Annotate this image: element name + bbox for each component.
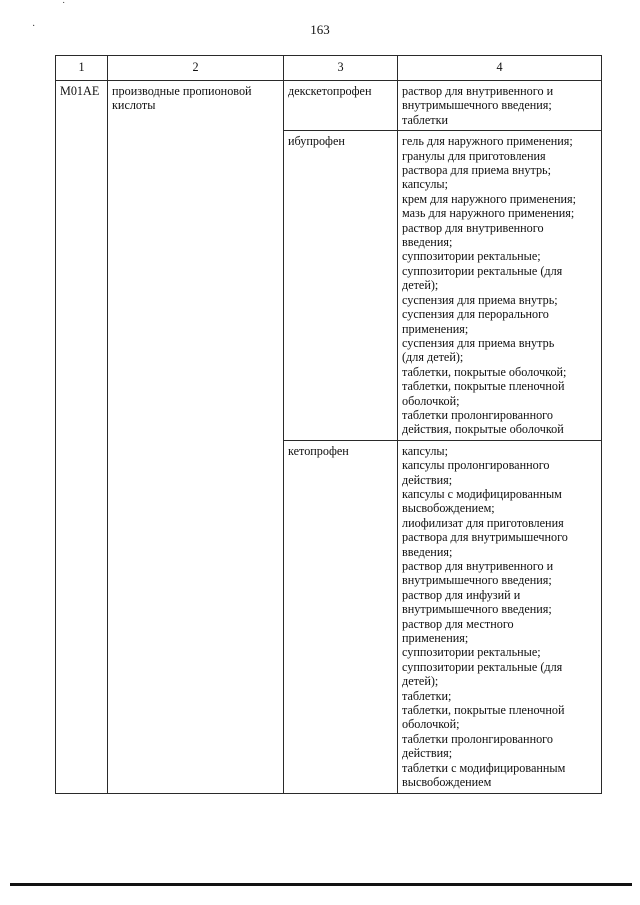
dosage-form-line: суппозитории ректальные (для [402, 263, 563, 278]
dosage-form-line: суспензия для приема внутрь; [402, 292, 558, 307]
dosage-form-line: суспензия для приема внутрь [402, 335, 555, 350]
dosage-form-line: мазь для наружного применения; [402, 206, 575, 221]
dosage-form-line: раствора для приема внутрь; [402, 163, 552, 178]
scan-speck: · [32, 21, 36, 32]
dosage-form-line: таблетки [402, 112, 449, 127]
dosage-form-line: раствора для внутримышечного [402, 530, 568, 545]
dosage-form-line: раствор для внутривенного и [402, 559, 554, 573]
dosage-form-line: (для детей); [402, 350, 464, 365]
dosage-form-line: действия, покрытые оболочкой [402, 422, 564, 437]
dosage-form-line: капсулы; [402, 177, 448, 192]
dosage-form-line: таблетки пролонгированного [402, 407, 553, 422]
dosage-form-line: применения; [402, 631, 469, 646]
column-header-1: 1 [56, 56, 108, 81]
dosage-form-line: высвобождением; [402, 501, 495, 516]
dosage-form-line: суспензия для перорального [402, 307, 549, 322]
dosage-forms [398, 81, 602, 131]
dosage-form-line: внутримышечного введения; [402, 98, 552, 113]
dosage-form-line: капсулы с модифицированным [402, 486, 562, 501]
atc-group-name: производные пропионовой кислоты [108, 81, 284, 794]
dosage-form-line: таблетки, покрытые пленочной [402, 703, 565, 718]
dosage-form-line: таблетки пролонгированного [402, 731, 553, 746]
dosage-form-line: крем для наружного применения; [402, 191, 577, 206]
dosage-form-line: таблетки; [402, 688, 452, 703]
dosage-forms [398, 440, 602, 793]
dosage-form-line: оболочкой; [402, 393, 460, 408]
drug-name: ибупрофен [284, 131, 398, 441]
dosage-form-line: гель для наружного применения; [402, 134, 573, 149]
column-header-4: 4 [398, 56, 602, 81]
dosage-form-line: таблетки, покрытые пленочной [402, 379, 565, 394]
dosage-form-line: оболочкой; [402, 717, 460, 732]
dosage-form-line: капсулы; [402, 443, 448, 458]
dosage-form-line: раствор для инфузий и [402, 587, 521, 602]
page-number: 163 [310, 22, 330, 37]
dosage-form-line: таблетки, покрытые оболочкой; [402, 364, 567, 379]
dosage-form-line: действия; [402, 746, 453, 761]
dosage-forms [398, 131, 602, 441]
header-row [56, 56, 602, 81]
atc-code: M01AE [56, 81, 108, 794]
drug-name: декскетопрофен [284, 81, 398, 131]
drug-name: кетопрофен [284, 440, 398, 793]
scan-speck: ˙ [62, 1, 66, 12]
column-header-2: 2 [108, 56, 284, 81]
dosage-form-line: введения; [402, 544, 453, 559]
dosage-form-line: раствор для внутривенного [402, 220, 544, 235]
column-header-3: 3 [284, 56, 398, 81]
dosage-form-line: введения; [402, 235, 453, 250]
bottom-rule [10, 883, 632, 886]
dosage-form-line: внутримышечного введения; [402, 602, 552, 617]
table-row [56, 81, 602, 131]
dosage-form-line: гранулы для приготовления [402, 148, 546, 163]
dosage-form-line: капсулы пролонгированного [402, 458, 550, 473]
dosage-form-line: суппозитории ректальные; [402, 645, 541, 660]
dosage-form-line: лиофилизат для приготовления [402, 515, 564, 530]
dosage-form-line: детей); [402, 278, 439, 293]
dosage-form-line: раствор для внутривенного и [402, 84, 554, 98]
dosage-form-line: действия; [402, 472, 453, 487]
dosage-form-line: применения; [402, 321, 469, 336]
medication-table [55, 55, 602, 794]
dosage-form-line: таблетки с модифицированным [402, 760, 566, 775]
dosage-form-line: суппозитории ректальные (для [402, 659, 563, 674]
dosage-form-line: детей); [402, 674, 439, 689]
dosage-form-line: высвобождением [402, 775, 492, 790]
dosage-form-line: внутримышечного введения; [402, 573, 552, 588]
dosage-form-line: суппозитории ректальные; [402, 249, 541, 264]
dosage-form-line: раствор для местного [402, 616, 514, 631]
